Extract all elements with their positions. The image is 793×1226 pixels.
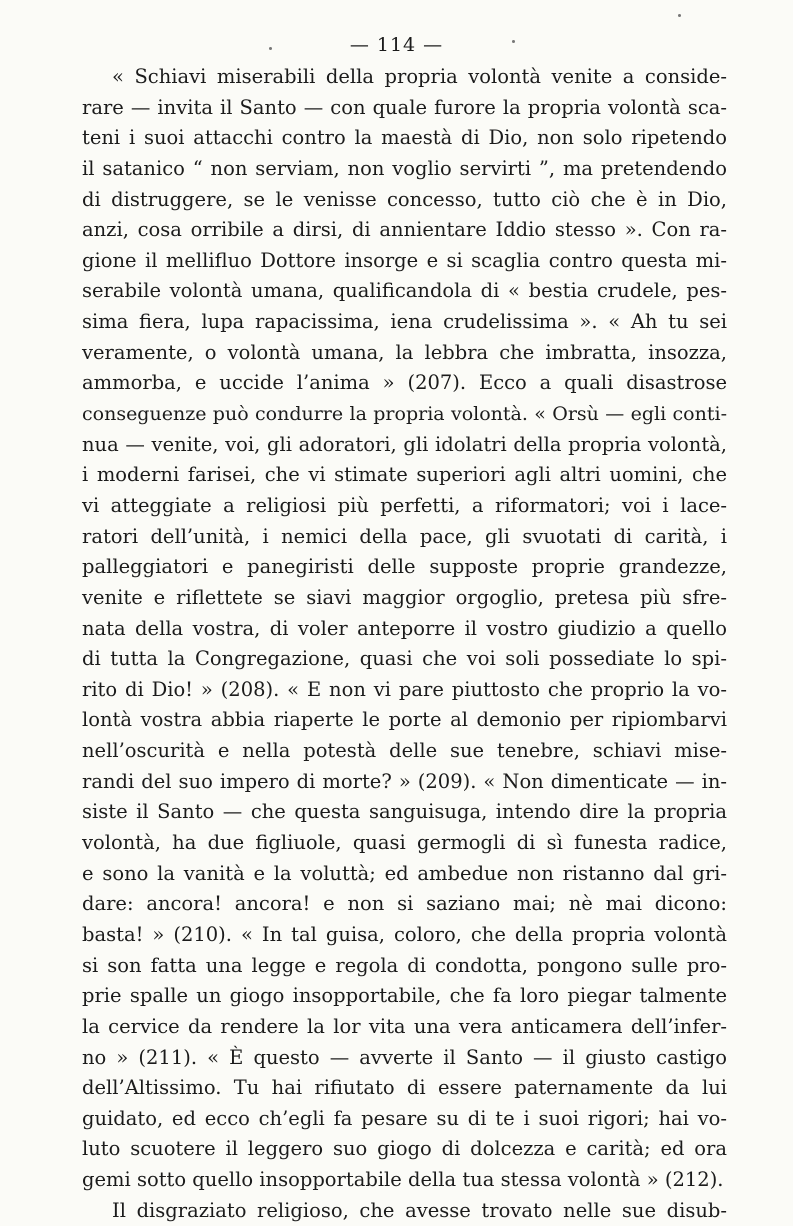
text-line: lontà vostra abbia riaperte le porte al demonio per ripiombarvi <box>82 708 727 732</box>
text-line: rito di Dio! » (208). « E non vi pare piuttosto che proprio la vo- <box>82 677 727 701</box>
text-line: venite e riflettete se siavi maggior orgoglio, pretesa più sfre- <box>82 585 727 609</box>
text-line: nua — venite, voi, gli adoratori, gli idolatri della propria volontà, <box>82 432 727 456</box>
text-line: nell’oscurità e nella potestà delle sue tenebre, schiavi mise- <box>82 739 727 763</box>
text-line: gemi sotto quello insopportabile della tua stessa volontà » (212). <box>82 1168 724 1192</box>
text-line: di distruggere, se le venisse concesso, tutto ciò che è in Dio, <box>82 187 727 211</box>
text-line: anzi, cosa orribile a dirsi, di annientare Iddio stesso ». Con ra- <box>82 218 727 242</box>
print-speck <box>512 40 515 43</box>
text-line: Il disgraziato religioso, che avesse trovato nelle sue disub- <box>112 1198 727 1222</box>
text-line: vi atteggiate a religiosi più perfetti, a riformatori; voi i lace- <box>82 493 727 517</box>
text-line: il satanico “ non serviam, non voglio servirti ”, ma pretendendo <box>82 156 727 180</box>
print-speck <box>269 47 272 50</box>
text-line: dell’Altissimo. Tu hai rifiutato di essere paternamente da lui <box>82 1076 727 1100</box>
text-line: rare — invita il Santo — con quale furore la propria volontà sca- <box>82 95 727 119</box>
text-line: teni i suoi attacchi contro la maestà di Dio, non solo ripetendo <box>82 126 727 150</box>
text-line: ratori dell’unità, i nemici della pace, gli svuotati di carità, i <box>82 524 727 548</box>
text-line: sima fiera, lupa rapacissima, iena crudelissima ». « Ah tu sei <box>82 310 727 334</box>
text-line: palleggiatori e panegiristi delle supposte proprie grandezze, <box>82 555 727 579</box>
text-line: basta! » (210). « In tal guisa, coloro, che della propria volontà <box>82 922 727 946</box>
body-text <box>82 62 727 1226</box>
text-line: serabile volontà umana, qualificandola di « bestia crudele, pes- <box>82 279 727 303</box>
text-line: i moderni farisei, che vi stimate superiori agli altri uomini, che <box>82 463 727 487</box>
text-line: ammorba, e uccide l’anima » (207). Ecco a quali disastrose <box>82 371 727 395</box>
text-line: si son fatta una legge e regola di condotta, pongono sulle pro- <box>82 953 727 977</box>
text-line: e sono la vanità e la voluttà; ed ambedue non ristanno dal gri- <box>82 861 727 885</box>
text-line: di tutta la Congregazione, quasi che voi soli possediate lo spi- <box>82 647 727 671</box>
text-line: « Schiavi miserabili della propria volontà venite a conside- <box>112 65 727 88</box>
text-line: dare: ancora! ancora! e non si saziano mai; nè mai dicono: <box>82 892 727 916</box>
text-line: veramente, o volontà umana, la lebbra che imbratta, insozza, <box>82 340 727 364</box>
print-speck <box>678 14 681 17</box>
text-line: la cervice da rendere la lor vita una vera anticamera dell’infer- <box>82 1014 727 1038</box>
page-number: — 114 — <box>349 34 444 56</box>
text-line: volontà, ha due figliuole, quasi germogli di sì funesta radice, <box>82 831 727 855</box>
text-line: conseguenze può condurre la propria volontà. « Orsù — egli conti- <box>82 403 727 426</box>
text-line: siste il Santo — che questa sanguisuga, intendo dire la propria <box>82 800 727 824</box>
text-line: no » (211). « È questo — avverte il Santo — il giusto castigo <box>82 1045 727 1069</box>
text-line: guidato, ed ecco ch’egli fa pesare su di te i suoi rigori; hai vo- <box>82 1106 727 1130</box>
text-line: randi del suo impero di morte? » (209). « Non dimenticate — in- <box>82 769 727 793</box>
text-line: luto scuotere il leggero suo giogo di dolcezza e carità; ed ora <box>82 1137 727 1161</box>
text-line: nata della vostra, di voler anteporre il vostro giudizio a quello <box>82 616 727 640</box>
text-line: gione il mellifluo Dottore insorge e si scaglia contro questa mi- <box>82 248 727 272</box>
text-line: prie spalle un giogo insopportabile, che fa loro piegar talmente <box>82 984 727 1008</box>
